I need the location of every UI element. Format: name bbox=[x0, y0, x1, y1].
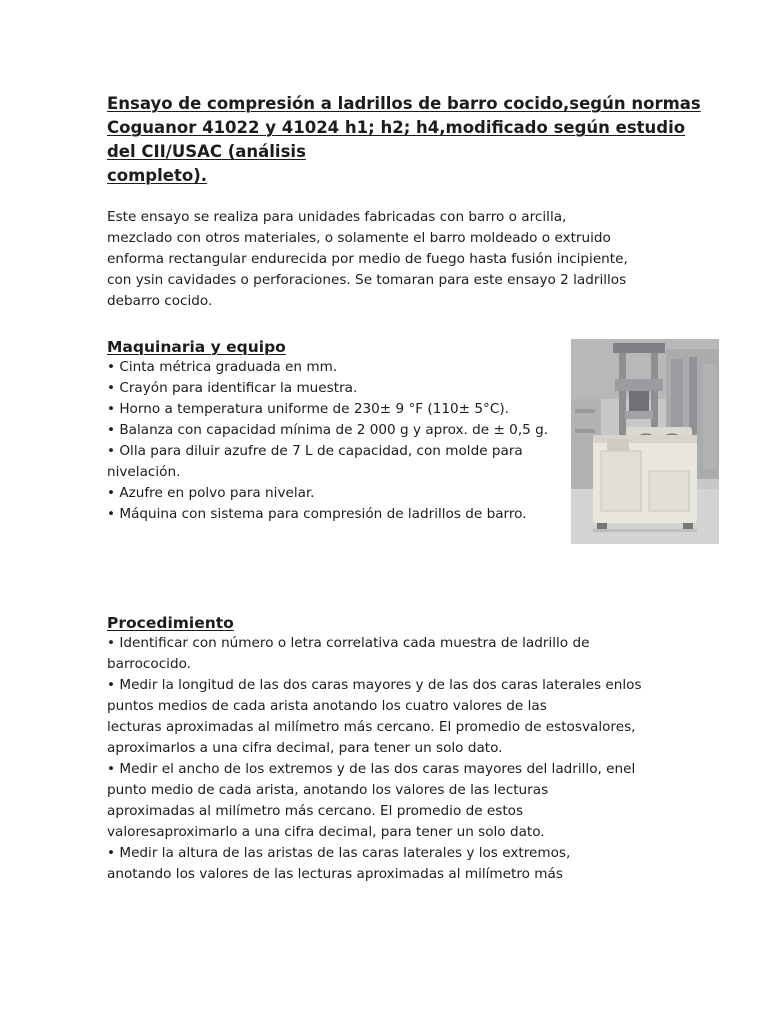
list-item bbox=[107, 759, 667, 843]
intro-paragraph bbox=[107, 207, 647, 312]
list-item-line: • Medir la altura de las aristas de las caras laterales y los extremos, bbox=[107, 845, 571, 861]
intro-line: enforma rectangular endurecida por medio de fuego hasta fusión incipiente, bbox=[107, 251, 628, 267]
list-item-line: barrococido. bbox=[107, 656, 191, 672]
document-title bbox=[107, 92, 701, 188]
list-item-line: • Horno a temperatura uniforme de 230± 9 °F (110± 5°C). bbox=[107, 401, 509, 417]
list-item bbox=[107, 441, 567, 483]
compression-machine-icon bbox=[571, 339, 719, 544]
list-item-line: punto medio de cada arista, anotando los valores de las lecturas bbox=[107, 782, 549, 798]
list-item bbox=[107, 357, 567, 378]
list-item-line: lecturas aproximadas al milímetro más cercano. El promedio de estosvalores, bbox=[107, 719, 636, 735]
list-item bbox=[107, 420, 567, 441]
intro-line: mezclado con otros materiales, o solamente el barro moldeado o extruido bbox=[107, 230, 611, 246]
list-item-line: • Identificar con número o letra correlativa cada muestra de ladrillo de bbox=[107, 635, 590, 651]
list-item-line: • Medir el ancho de los extremos y de las dos caras mayores del ladrillo, enel bbox=[107, 761, 636, 777]
list-item bbox=[107, 399, 567, 420]
list-item bbox=[107, 675, 667, 759]
intro-line: Este ensayo se realiza para unidades fabricadas con barro o arcilla, bbox=[107, 209, 567, 225]
title-line: del CII/USAC (análisis bbox=[107, 142, 306, 161]
list-item-line: • Máquina con sistema para compresión de ladrillos de barro. bbox=[107, 506, 527, 522]
list-item-line: aproximarlos a una cifra decimal, para tener un solo dato. bbox=[107, 740, 503, 756]
list-item-line: • Medir la longitud de las dos caras mayores y de las dos caras laterales enlos bbox=[107, 677, 642, 693]
title-line: Ensayo de compresión a ladrillos de barro cocido,según normas bbox=[107, 94, 701, 113]
list-item-line: valoresaproximarlo a una cifra decimal, para tener un solo dato. bbox=[107, 824, 545, 840]
list-item bbox=[107, 483, 567, 504]
list-item-line: • Crayón para identificar la muestra. bbox=[107, 380, 358, 396]
list-item-line: anotando los valores de las lecturas aproximadas al milímetro más bbox=[107, 866, 563, 882]
list-item-line: nivelación. bbox=[107, 464, 181, 480]
list-item-line: • Balanza con capacidad mínima de 2 000 g y aprox. de ± 0,5 g. bbox=[107, 422, 549, 438]
procedure-section bbox=[107, 613, 667, 885]
intro-line: debarro cocido. bbox=[107, 293, 213, 309]
equipment-list bbox=[107, 357, 567, 525]
procedure-heading: Procedimiento bbox=[107, 614, 234, 632]
list-item-line: • Azufre en polvo para nivelar. bbox=[107, 485, 315, 501]
list-item bbox=[107, 843, 667, 885]
compression-machine-photo bbox=[571, 339, 719, 544]
list-item-line: • Cinta métrica graduada en mm. bbox=[107, 359, 338, 375]
list-item-line: aproximadas al milímetro más cercano. El promedio de estos bbox=[107, 803, 524, 819]
list-item bbox=[107, 378, 567, 399]
equipment-section bbox=[107, 337, 567, 525]
list-item bbox=[107, 633, 667, 675]
title-line: completo). bbox=[107, 166, 207, 185]
equipment-heading: Maquinaria y equipo bbox=[107, 338, 286, 356]
intro-line: con ysin cavidades o perforaciones. Se tomaran para este ensayo 2 ladrillos bbox=[107, 272, 627, 288]
list-item-line: puntos medios de cada arista anotando los cuatro valores de las bbox=[107, 698, 547, 714]
title-line: Coguanor 41022 y 41024 h1; h2; h4,modificado según estudio bbox=[107, 118, 686, 137]
procedure-list bbox=[107, 633, 667, 885]
list-item-line: • Olla para diluir azufre de 7 L de capacidad, con molde para bbox=[107, 443, 523, 459]
list-item bbox=[107, 504, 567, 525]
